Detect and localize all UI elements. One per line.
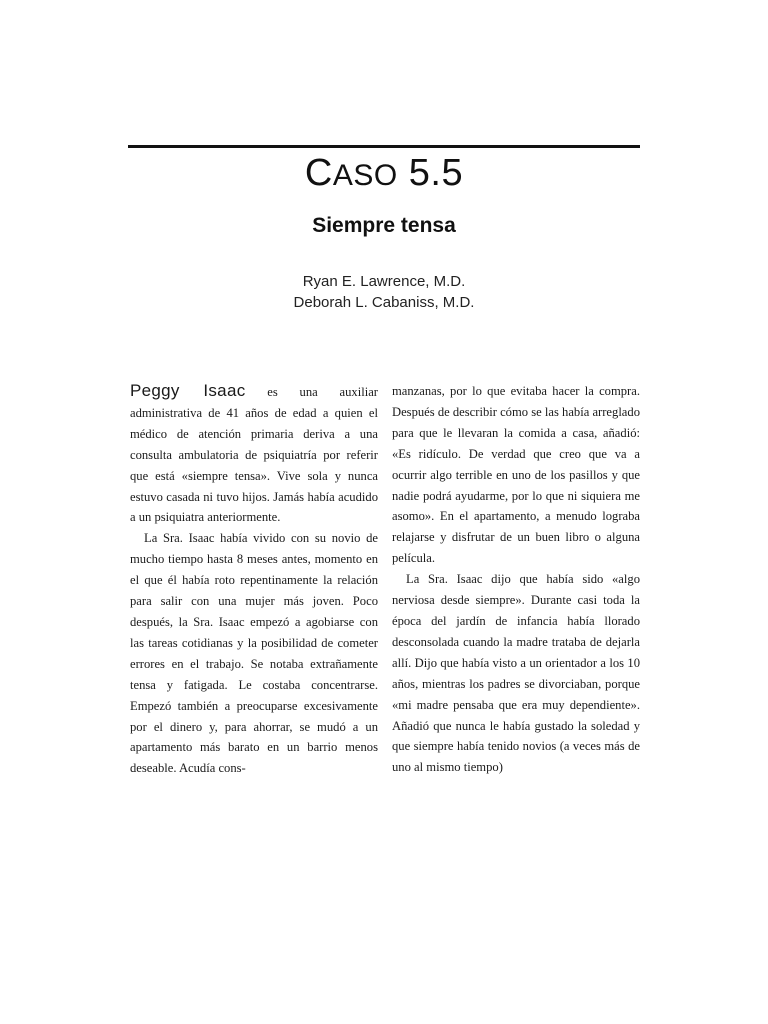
author-2: Deborah L. Cabaniss, M.D. [293,294,475,311]
authors-block [0,271,768,313]
header-rule [128,145,640,148]
lead-name: Peggy Isaac [130,381,246,400]
case-title-initial: C [304,152,333,194]
case-number: 5.5 [397,152,464,194]
author-1: Ryan E. Lawrence, M.D. [302,273,466,290]
left-paragraph-2: La Sra. Isaac había vivido con su novio de mucho tiempo hasta 8 meses antes, momento en el que él había roto repentinamente la relación para salir con una mujer más joven. Poco después, la Sra. Isaac empezó a agobiarse con las tareas cotidianas y la posibilidad de cometer errores en el trabajo. Se notaba extrañamente tensa y fatigada. Le costaba concentrarse. Empezó también a preocuparse excesivamente por el dinero y, para ahorrar, se mudó a un apartamento más barato en un barrio menos deseable. Acudía cons- [130,531,378,776]
left-column [130,381,378,779]
case-title-rest: ASO [332,159,398,192]
chapter-subtitle: Siempre tensa [312,214,456,237]
right-paragraph-1: manzanas, por lo que evitaba hacer la compra. Después de describir cómo se las había arreglado para que le llevaran la comida a casa, añadió: «Es ridículo. De verdad que creo que va a ocurrir algo terrible en uno de los pasillos y que nadie podrá ayudarme, por lo que ni siquiera me asomo». En el apartamento, a menudo lograba relajarse y disfrutar de un buen libro o alguna película. [392,384,640,566]
case-title [0,152,768,195]
right-column [392,381,640,778]
left-paragraph-1-text: es una auxiliar administrativa de 41 años de edad a quien el médico de atención primaria deriva a una consulta ambulatoria de psiquiatría por referir que está «siempre tensa». Vive sola y nunca estuvo casada ni tuvo hijos. Jamás había acudido a un psiquiatra anteriormente. [130,385,378,525]
left-paragraph-1 [130,381,378,528]
right-paragraph-2: La Sra. Isaac dijo que había sido «algo nerviosa desde siempre». Durante casi toda la época del jardín de infancia había llorado desconsolada cuando la madre trataba de dejarla allí. Dijo que había visto a un orientador a los 10 años, mientras los padres se divorciaban, porque «mi madre pensaba que era muy dependiente». Añadió que nunca le había gustado la soledad y que siempre había tenido novios (a veces más de uno al mismo tiempo) [392,572,640,775]
